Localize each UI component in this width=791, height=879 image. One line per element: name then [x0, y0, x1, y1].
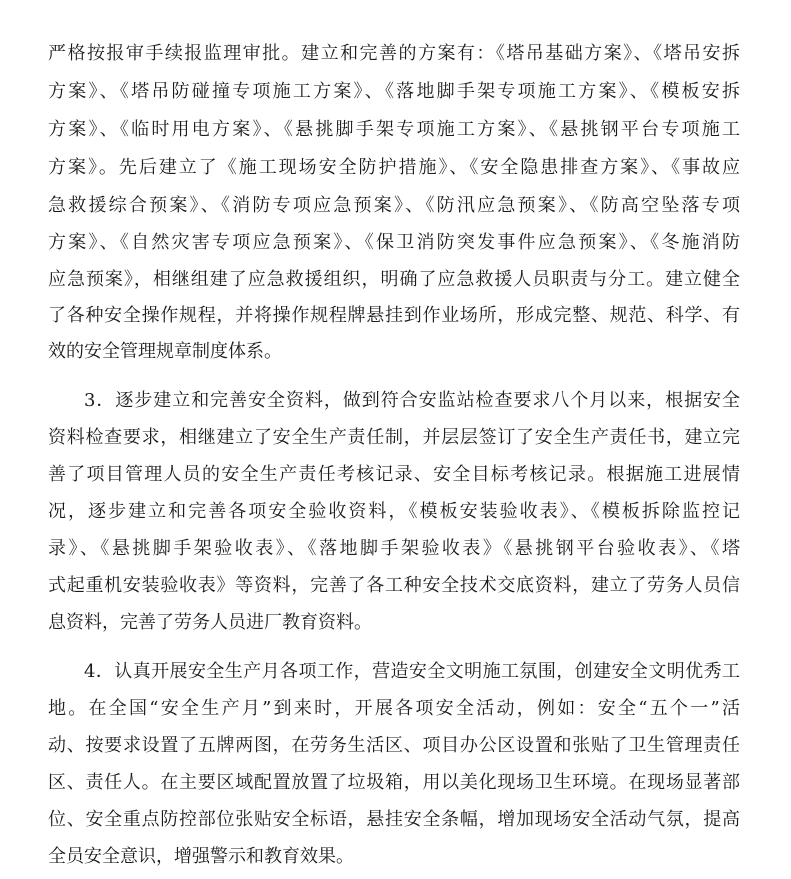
- text-line: 况，逐步建立和完善各项安全验收资料，《模板安装验收表》、《模板拆除监控记: [48, 501, 740, 522]
- text-line: 急救援综合预案》、《消防专项应急预案》、《防汛应急预案》、《防高空坠落专项: [48, 195, 740, 216]
- text-line: 效的安全管理规章制度体系。: [48, 341, 282, 362]
- text-line: 动、按要求设置了五牌两图，在劳务生活区、项目办公区设置和张贴了卫生管理责任: [48, 735, 740, 756]
- text-line: 地。在全国“安全生产月”到来时，开展各项安全活动，例如：安全“五个一”活: [48, 698, 740, 719]
- text-line: 位、安全重点防控部位张贴安全标语，悬挂安全条幅，增加现场安全活动气氛，提高: [48, 809, 740, 830]
- text-line: 方案》、《塔吊防碰撞专项施工方案》、《落地脚手架专项施工方案》、《模板安拆: [48, 81, 740, 102]
- text-line: 区、责任人。在主要区域配置放置了垃圾箱，用以美化现场卫生环境。在现场显著部: [48, 772, 740, 793]
- text-line: 方案》、《临时用电方案》、《悬挑脚手架专项施工方案》、《悬挑钢平台专项施工: [48, 119, 740, 140]
- text-line: 式起重机安装验收表》等资料，完善了各工种安全技术交底资料，建立了劳务人员信: [48, 575, 740, 596]
- paragraph-3-first-line: 3．逐步建立和完善安全资料，做到符合安监站检查要求八个月以来，根据安全: [84, 390, 740, 411]
- paragraph-4-first-line: 4．认真开展安全生产月各项工作，营造安全文明施工氛围，创建安全文明优秀工: [84, 661, 740, 682]
- text-line: 严格按报审手续报监理审批。建立和完善的方案有：《塔吊基础方案》、《塔吊安拆: [48, 43, 740, 64]
- text-line: 应急预案》，相继组建了应急救援组织，明确了应急救援人员职责与分工。建立健全: [48, 269, 740, 290]
- text-line: 资料检查要求，相继建立了安全生产责任制，并层层签订了安全生产责任书，建立完: [48, 427, 740, 448]
- text-line: 息资料，完善了劳务人员进厂教育资料。: [48, 612, 372, 633]
- text-line: 方案》、《自然灾害专项应急预案》、《保卫消防突发事件应急预案》、《冬施消防: [48, 232, 740, 253]
- text-line: 了各种安全操作规程，并将操作规程牌悬挂到作业场所，形成完整、规范、科学、有: [48, 305, 740, 326]
- text-line: 善了项目管理人员的安全生产责任考核记录、安全目标考核记录。根据施工进展情: [48, 464, 740, 485]
- text-line: 全员安全意识，增强警示和教育效果。: [48, 846, 354, 867]
- text-line: 录》、《悬挑脚手架验收表》、《落地脚手架验收表》《悬挑钢平台验收表》、《塔: [48, 538, 740, 559]
- text-line: 方案》。先后建立了《施工现场安全防护措施》、《安全隐患排查方案》、《事故应: [48, 157, 740, 178]
